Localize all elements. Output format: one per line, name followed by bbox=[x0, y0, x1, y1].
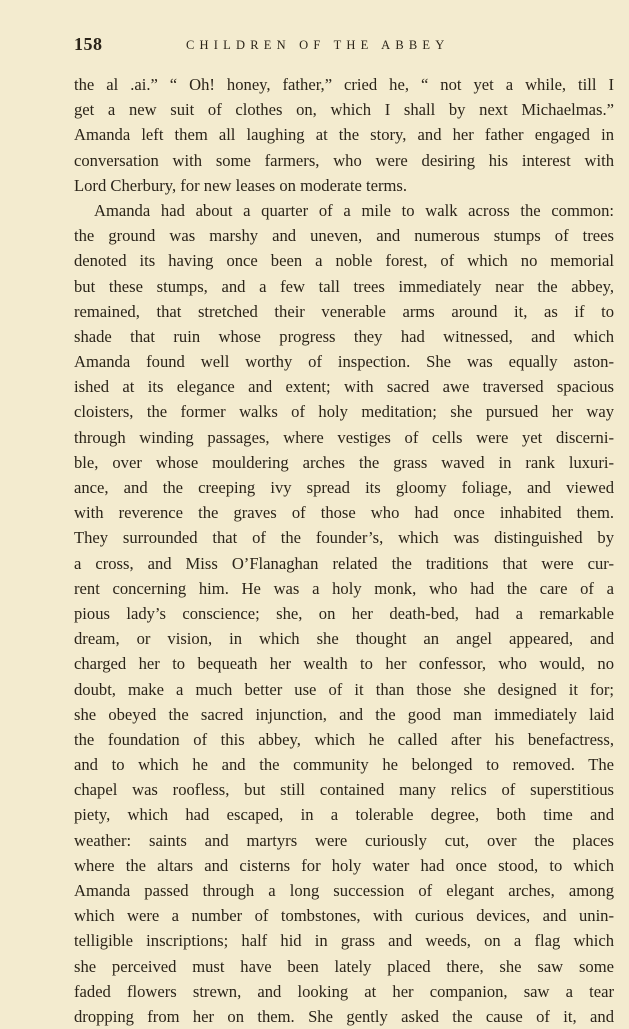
text-line: Amanda passed through a long succession of elegant arches, among bbox=[74, 881, 614, 900]
text-line: Amanda had about a quarter of a mile to walk across the common: bbox=[94, 200, 614, 220]
text-line: ble, over whose mouldering arches the grass waved in rank luxuri- bbox=[74, 452, 614, 472]
text-line: dream, or vision, in which she thought an angel appeared, and bbox=[74, 629, 614, 649]
text-line: through winding passages, where vestiges of cells were yet discerni- bbox=[74, 427, 614, 447]
text-line: which were a number of tombstones, with curious devices, and unin- bbox=[74, 906, 614, 926]
text-line: with reverence the graves of those who had once inhabited them. bbox=[74, 503, 614, 523]
text-line: dropping from her on them. She gently asked the cause of it, and bbox=[74, 1006, 614, 1026]
text-line: shade that ruin whose progress they had witnessed, and which bbox=[74, 326, 614, 346]
body-text bbox=[74, 72, 614, 1029]
text-line: doubt, make a much better use of it than those she designed it for; bbox=[74, 679, 614, 699]
text-line: chapel was roofless, but still contained many relics of superstitious bbox=[74, 780, 614, 800]
text-line: denoted its having once been a noble forest, of which no memorial bbox=[74, 251, 614, 271]
text-line: the foundation of this abbey, which he called after his benefactress, bbox=[74, 729, 614, 749]
text-line: weather: saints and martyrs were curiously cut, over the places bbox=[74, 830, 614, 850]
text-line: pious lady’s conscience; she, on her death-bed, had a remarkable bbox=[74, 603, 614, 623]
text-line: a cross, and Miss O’Flanaghan related the traditions that were cur- bbox=[74, 553, 614, 573]
page-header bbox=[74, 34, 614, 60]
text-line: remained, that stretched their venerable arms around it, as if to bbox=[74, 301, 614, 321]
running-title: CHILDREN OF THE ABBEY bbox=[186, 38, 450, 52]
text-line: charged her to bequeath her wealth to her confessor, who would, no bbox=[74, 654, 614, 674]
text-line: Lord Cherbury, for new leases on moderate terms. bbox=[74, 175, 407, 195]
text-line: faded flowers strewn, and looking at her companion, saw a tear bbox=[74, 981, 614, 1001]
text-line: Amanda found well worthy of inspection. She was equally aston- bbox=[74, 352, 614, 372]
page-number: 158 bbox=[74, 34, 103, 54]
text-line: the al .ai.” “ Oh! honey, father,” cried he, “ not yet a while, till I bbox=[74, 75, 614, 94]
text-line: she perceived must have been lately placed there, she saw some bbox=[74, 956, 614, 976]
text-line: piety, which had escaped, in a tolerable degree, both time and bbox=[74, 805, 614, 825]
text-line: ance, and the creeping ivy spread its gloomy foliage, and viewed bbox=[74, 478, 614, 497]
text-line: ished at its elegance and extent; with sacred awe traversed spacious bbox=[74, 377, 614, 397]
text-line: Amanda left them all laughing at the story, and her father engaged in bbox=[74, 125, 614, 145]
text-line: she obeyed the sacred injunction, and the good man immediately laid bbox=[74, 704, 614, 724]
text-line: get a new suit of clothes on, which I shall by next Michaelmas.” bbox=[74, 100, 614, 120]
text-line: conversation with some farmers, who were desiring his interest with bbox=[74, 150, 614, 170]
text-line: but these stumps, and a few tall trees immediately near the abbey, bbox=[74, 276, 614, 296]
text-line: the ground was marshy and uneven, and numerous stumps of trees bbox=[74, 226, 614, 246]
text-line: and to which he and the community he belonged to removed. The bbox=[74, 755, 614, 775]
text-line: cloisters, the former walks of holy meditation; she pursued her way bbox=[74, 402, 614, 422]
text-line: rent concerning him. He was a holy monk, who had the care of a bbox=[74, 578, 614, 598]
text-line: telligible inscriptions; half hid in grass and weeds, on a flag which bbox=[74, 931, 614, 951]
text-line: They surrounded that of the founder’s, which was distinguished by bbox=[74, 528, 614, 548]
text-line: where the altars and cisterns for holy water had once stood, to which bbox=[74, 855, 614, 875]
